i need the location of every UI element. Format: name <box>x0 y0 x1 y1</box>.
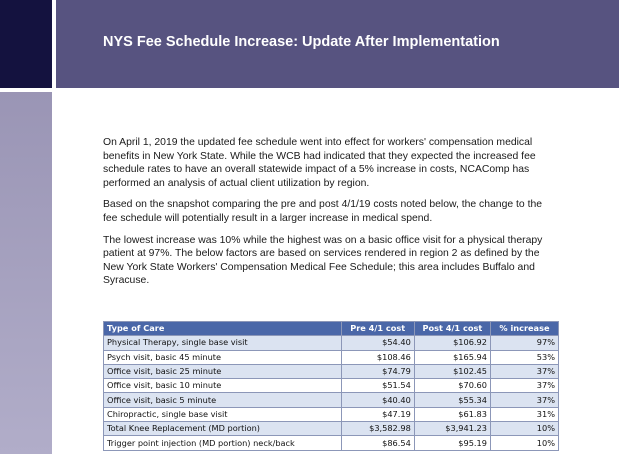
percent-increase-cell: 37% <box>490 364 558 378</box>
table-row <box>104 350 559 364</box>
pre-cost-cell: $47.19 <box>341 407 414 421</box>
percent-increase-cell: 31% <box>490 407 558 421</box>
pre-cost-cell: $51.54 <box>341 379 414 393</box>
percent-increase-cell: 10% <box>490 436 558 450</box>
table-row <box>104 336 559 350</box>
post-cost-cell: $165.94 <box>414 350 490 364</box>
body-text <box>103 136 558 296</box>
percent-increase-cell: 97% <box>490 336 558 350</box>
paragraph-snapshot: Based on the snapshot comparing the pre and post 4/1/19 costs noted below, the change to the fee schedule will potentially result in a larger increase in medical spend. <box>103 199 543 224</box>
type-of-care-cell: Total Knee Replacement (MD portion) <box>104 422 342 436</box>
page-title: NYS Fee Schedule Increase: Update After Implementation <box>103 34 500 50</box>
post-cost-cell: $70.60 <box>414 379 490 393</box>
percent-increase-cell: 37% <box>490 379 558 393</box>
type-of-care-cell: Chiropractic, single base visit <box>104 407 342 421</box>
post-cost-cell: $55.34 <box>414 393 490 407</box>
post-cost-cell: $3,941.23 <box>414 422 490 436</box>
percent-increase-cell: 10% <box>490 422 558 436</box>
table-row <box>104 436 559 450</box>
column-header-post-cost: Post 4/1 cost <box>414 322 490 336</box>
pre-cost-cell: $40.40 <box>341 393 414 407</box>
type-of-care-cell: Office visit, basic 25 minute <box>104 364 342 378</box>
column-header-pre-cost: Pre 4/1 cost <box>341 322 414 336</box>
paragraph-range: The lowest increase was 10% while the highest was on a basic office visit for a physical therapy patient at 97%. The below factors are based on services rendered in region 2 as defined by the New York State Workers' Compensation Medical Fee Schedule; this area includes Buffalo and Syracuse. <box>103 234 543 287</box>
type-of-care-cell: Office visit, basic 5 minute <box>104 393 342 407</box>
table-row <box>104 379 559 393</box>
side-strip <box>0 92 52 454</box>
type-of-care-cell: Physical Therapy, single base visit <box>104 336 342 350</box>
post-cost-cell: $61.83 <box>414 407 490 421</box>
column-header-type-of-care: Type of Care <box>104 322 342 336</box>
table-row <box>104 393 559 407</box>
percent-increase-cell: 53% <box>490 350 558 364</box>
corner-block <box>0 0 52 88</box>
pre-cost-cell: $54.40 <box>341 336 414 350</box>
type-of-care-cell: Psych visit, basic 45 minute <box>104 350 342 364</box>
pre-cost-cell: $3,582.98 <box>341 422 414 436</box>
post-cost-cell: $106.92 <box>414 336 490 350</box>
table-header-row <box>104 322 559 336</box>
column-header-percent-increase: % increase <box>490 322 558 336</box>
pre-cost-cell: $86.54 <box>341 436 414 450</box>
percent-increase-cell: 37% <box>490 393 558 407</box>
post-cost-cell: $102.45 <box>414 364 490 378</box>
paragraph-intro: On April 1, 2019 the updated fee schedule went into effect for workers' compensation medical benefits in New York State. While the WCB had indicated that they expected the increased fee schedule rates to have an overall statewide impact of a 5% increase in costs, NCAComp has performed an analysis of actual client utilization by region. <box>103 137 536 189</box>
table-row <box>104 407 559 421</box>
type-of-care-cell: Trigger point injection (MD portion) neck/back <box>104 436 342 450</box>
pre-cost-cell: $108.46 <box>341 350 414 364</box>
pre-cost-cell: $74.79 <box>341 364 414 378</box>
table-row <box>104 364 559 378</box>
table-row <box>104 422 559 436</box>
fee-comparison-table <box>103 321 559 451</box>
type-of-care-cell: Office visit, basic 10 minute <box>104 379 342 393</box>
post-cost-cell: $95.19 <box>414 436 490 450</box>
